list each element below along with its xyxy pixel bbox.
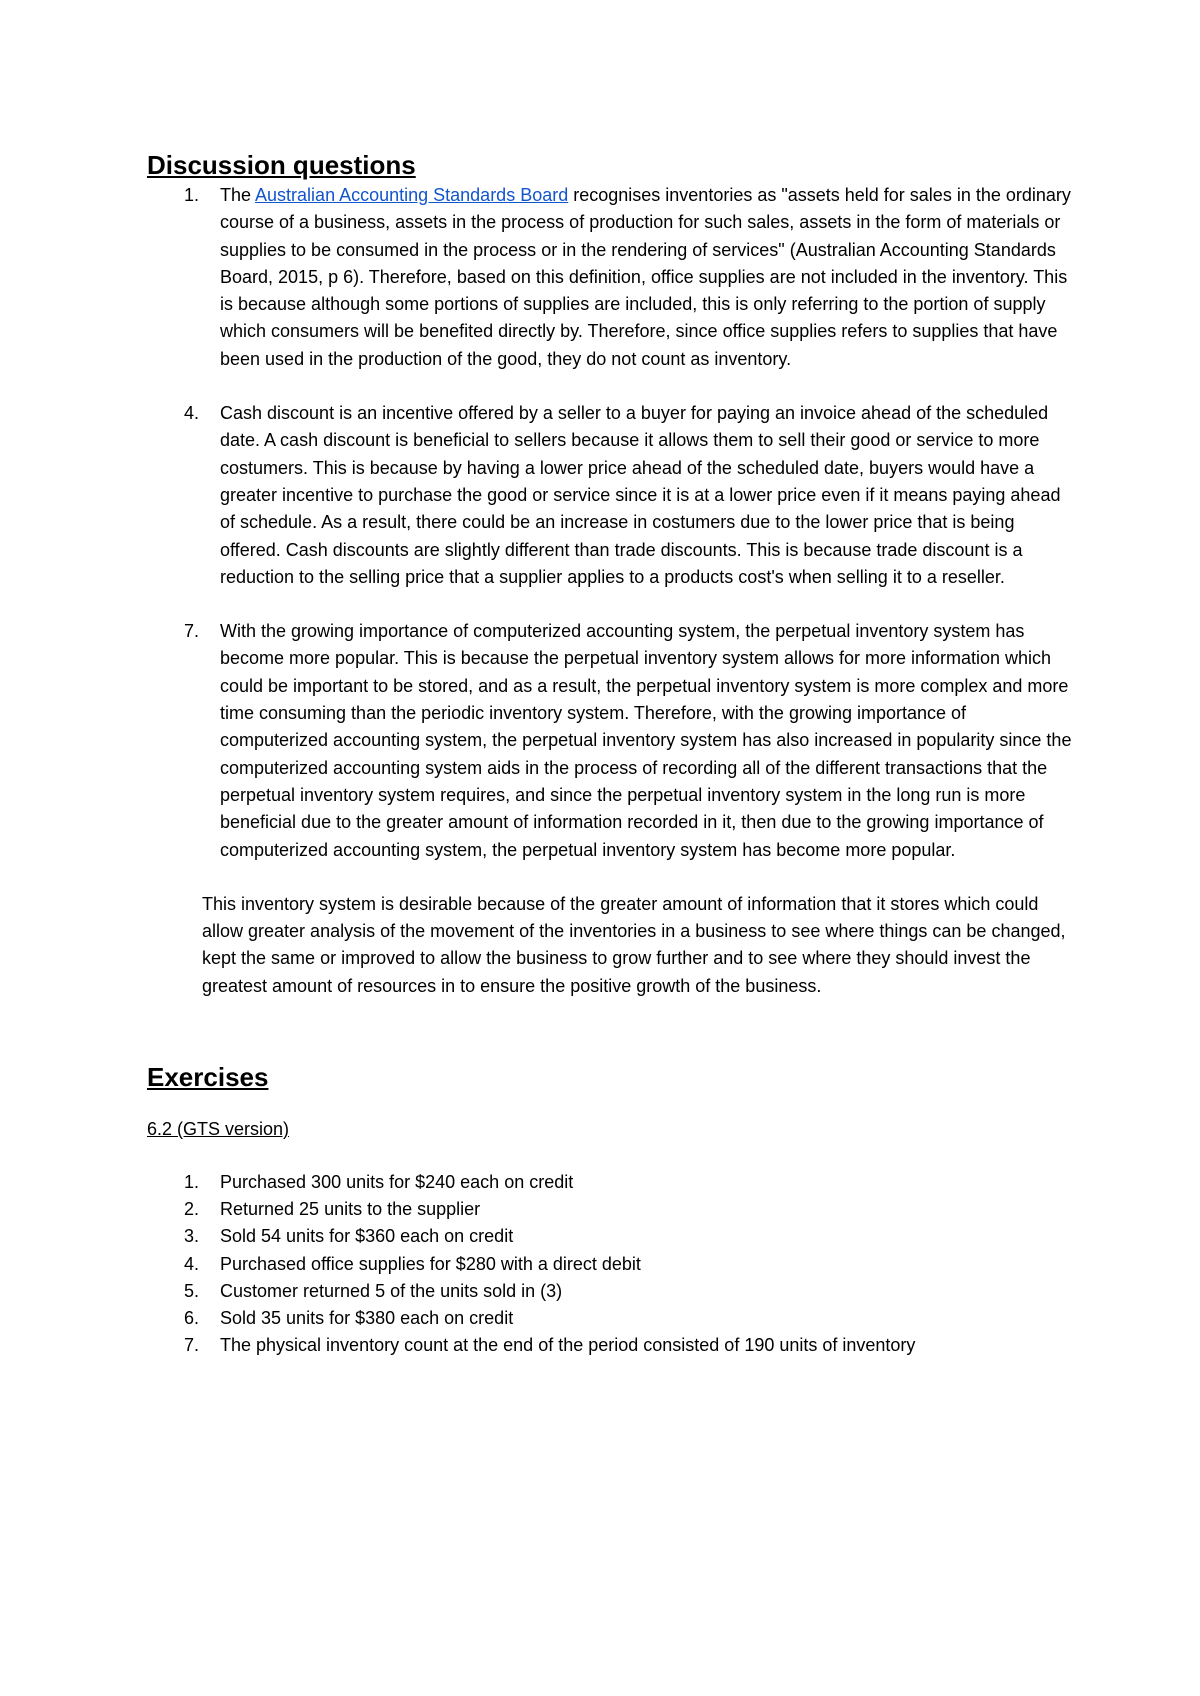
item-text-post: recognises inventories as "assets held for sales in the ordinary course of a business, assets in the process of production for such sales, assets in the form of materials or supplies to be consumed in the process or in the rendering of services" (Australian Accounting Standards Board, 2015, p 6). Therefore, based on this definition, office supplies are not included in the inventory. This is because although some portions of supplies are included, this is only referring to the portion of supply which consumers will be benefited directly by. Therefore, since office supplies refers to supplies that have been used in the production of the good, they do not count as inventory.	[220, 185, 1071, 369]
discussion-heading: Discussion questions	[147, 150, 416, 180]
item-text: Purchased 300 units for $240 each on credit	[220, 1172, 574, 1193]
list-number: 4.	[184, 403, 200, 424]
list-number: 1.	[184, 1172, 200, 1193]
aasb-link[interactable]: Australian Accounting Standards Board	[255, 185, 569, 205]
followup-paragraph: This inventory system is desirable because of the greater amount of information that it stores which could allow greater analysis of the movement of the inventories in a business to see where things can be changed, kept the same or improved to allow the business to grow further and to see where they should invest the greatest amount of resources in to ensure the positive growth of the business.	[202, 893, 1066, 996]
list-number: 7.	[184, 1335, 200, 1356]
list-item	[147, 1196, 1077, 1223]
discussion-list	[147, 182, 1077, 864]
item-text: Sold 35 units for $380 each on credit	[220, 1308, 514, 1329]
discussion-item-7	[147, 618, 1077, 864]
list-item	[147, 1332, 1077, 1359]
list-item	[147, 1278, 1077, 1305]
exercise-subheading: 6.2 (GTS version)	[147, 1119, 290, 1140]
item-text: With the growing importance of computerized accounting system, the perpetual inventory system has become more popular. This is because the perpetual inventory system allows for more information which could be important to be stored, and as a result, the perpetual inventory system is more complex and more time consuming than the periodic inventory system. Therefore, with the growing importance of computerized accounting system, the perpetual inventory system has also increased in popularity since the computerized accounting system aids in the process of recording all of the different transactions that the perpetual inventory system requires, and since the perpetual inventory system in the long run is more beneficial due to the greater amount of information recorded in it, then due to the growing importance of computerized accounting system, the perpetual inventory system has become more popular.	[220, 621, 1072, 860]
exercise-list	[147, 1169, 1077, 1359]
item-text: The physical inventory count at the end of the period consisted of 190 units of inventory	[220, 1335, 916, 1356]
list-number: 3.	[184, 1226, 200, 1247]
list-number: 1.	[184, 185, 200, 205]
document-content	[147, 148, 1077, 1359]
list-number: 2.	[184, 1199, 200, 1220]
item-text: Purchased office supplies for $280 with a direct debit	[220, 1253, 641, 1274]
exercises-heading: Exercises	[147, 1062, 269, 1093]
item-text: Sold 54 units for $360 each on credit	[220, 1226, 514, 1247]
discussion-item-1	[147, 182, 1077, 373]
list-item	[147, 1305, 1077, 1332]
list-item	[147, 1251, 1077, 1278]
list-item	[147, 1169, 1077, 1196]
list-number: 6.	[184, 1308, 200, 1329]
item-text: Cash discount is an incentive offered by a seller to a buyer for paying an invoice ahead of the scheduled date. A cash discount is beneficial to sellers because it allows them to sell their good or service to more costumers. This is because by having a lower price ahead of the scheduled date, buyers would have a greater incentive to purchase the good or service since it is at a lower price even if it means paying ahead of schedule. As a result, there could be an increase in costumers due to the lower price that is being offered. Cash discounts are slightly different than trade discounts. This is because trade discount is a reduction to the selling price that a supplier applies to a products cost's when selling it to a reseller.	[220, 403, 1061, 587]
list-number: 4.	[184, 1253, 200, 1274]
discussion-item-4	[147, 400, 1077, 591]
list-number: 5.	[184, 1280, 200, 1301]
list-number: 7.	[184, 621, 200, 642]
item-text: Returned 25 units to the supplier	[220, 1199, 481, 1220]
item-text: Customer returned 5 of the units sold in (3)	[220, 1280, 563, 1301]
list-item	[147, 1223, 1077, 1250]
item-text-pre: The	[220, 185, 256, 205]
